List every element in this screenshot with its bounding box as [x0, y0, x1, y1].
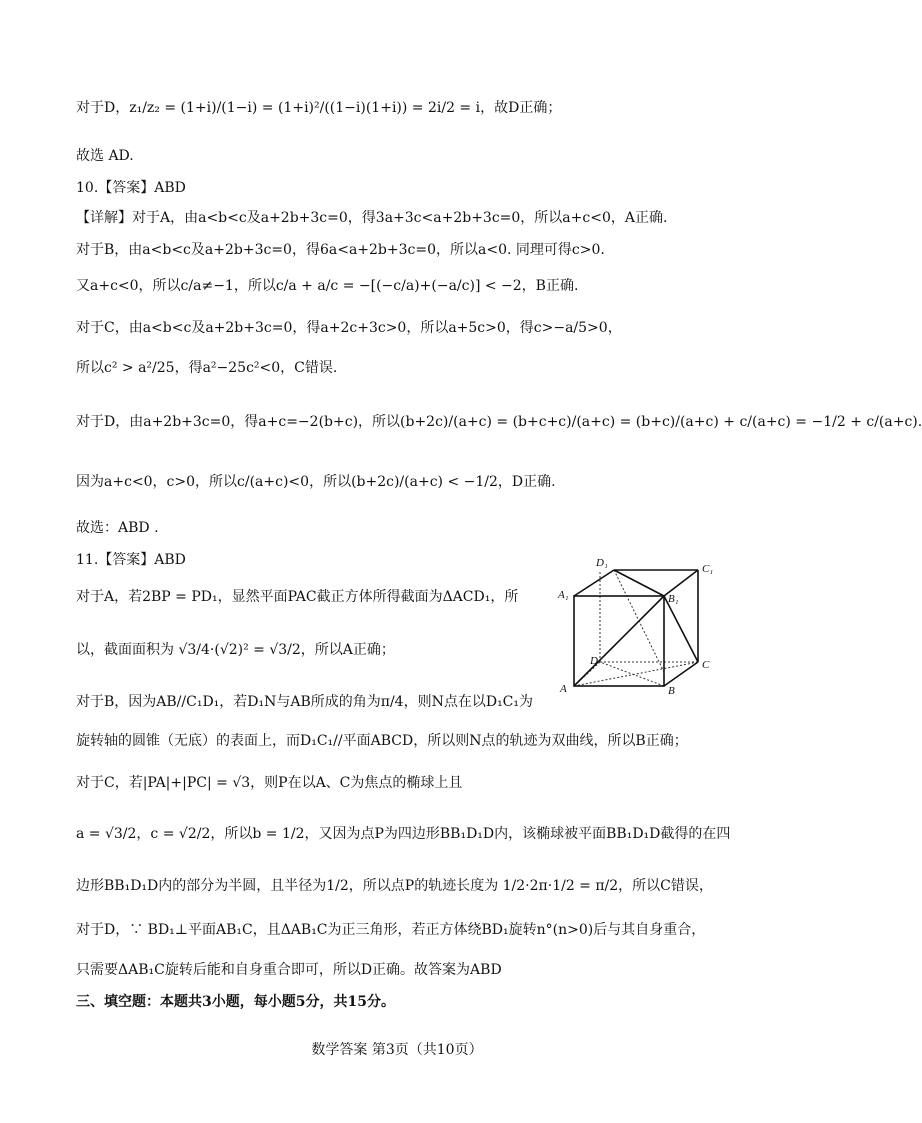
edge-a1d1 — [574, 570, 614, 596]
line-10a: 【详解】对于A，由a<b<c及a+2b+3c=0，得3a+3c<a+2b+3c=0，所以a+c<0，A正确. — [76, 210, 668, 226]
line-11d-cont: 只需要ΔAB₁C旋转后能和自身重合即可，所以D正确。故答案为ABD — [76, 962, 502, 978]
answer-10-heading: 10.【答案】ABD — [76, 180, 186, 196]
label-C: C — [702, 659, 710, 671]
line-10b: 对于B，由a<b<c及a+2b+3c=0，得6a<a+2b+3c=0，所以a<0. 同理可得c>0. — [76, 242, 605, 258]
label-D: D — [590, 655, 598, 667]
diag-d1b1 — [614, 570, 664, 596]
line-11c-cont: a = √3/2，c = √2/2，所以b = 1/2，又因为点P为四边形BB₁D₁D内，该椭球被平面BB₁D₁D截得的在四 — [76, 826, 731, 842]
line-11d: 对于D，∵ BD₁⊥平面AB₁C，且ΔAB₁C为正三角形，若正方体绕BD₁旋转n°(n>0)后与其自身重合， — [76, 922, 706, 938]
line-11b-cont: 旋转轴的圆锥（无底）的表面上，而D₁C₁//平面ABCD，所以则N点的轨迹为双曲线，所以B正确； — [76, 733, 688, 749]
page-footer: 数学答案 第3页（共10页） — [311, 1042, 483, 1058]
line-10b-cont: 又a+c<0，所以c/a≠−1，所以c/a + a/c = −[(−c/a)+(−a/c)] < −2，B正确. — [76, 278, 579, 294]
line-choose-ad: 故选 AD. — [76, 148, 134, 164]
line-11a-cont: 以，截面面积为 √3/4·(√2)² = √3/2，所以A正确； — [76, 642, 395, 658]
line-11b: 对于B，因为AB//C₁D₁，若D₁N与AB所成的角为π/4，则N点在以D₁C₁为 — [76, 694, 534, 710]
label-A1: A₁ — [558, 589, 569, 601]
line-11a: 对于A，若2BP = PD₁，显然平面PAC截正方体所得截面为ΔACD₁，所 — [76, 589, 519, 605]
cube-figure — [556, 552, 716, 700]
diag-ab1 — [574, 596, 664, 686]
label-D1: D₁ — [596, 557, 608, 569]
diag-b1c — [664, 596, 698, 662]
line-choose-abd: 故选：ABD . — [76, 520, 159, 536]
diag-bd — [600, 662, 664, 686]
line-10c: 对于C，由a<b<c及a+2b+3c=0，得a+2c+3c>0，所以a+5c>0，得c>−a/5>0， — [76, 320, 622, 336]
line-11c: 对于C，若|PA|+|PC| = √3，则P在以A、C为焦点的椭球上且 — [76, 775, 463, 791]
section-heading-fill-in: 三、填空题：本题共3小题，每小题5分，共15分。 — [76, 994, 395, 1010]
label-B: B — [668, 685, 675, 697]
line-9d-conclusion: 对于D，z₁/z₂ = (1+i)/(1−i) = (1+i)²/((1−i)(1+i)) = 2i/2 = i，故D正确； — [76, 100, 562, 116]
line-10c-cont: 所以c² > a²/25，得a²−25c²<0，C错误. — [76, 360, 338, 376]
line-10d-cont: 因为a+c<0，c>0，所以c/(a+c)<0，所以(b+2c)/(a+c) < −1/2，D正确. — [76, 474, 556, 490]
label-A: A — [560, 683, 567, 695]
label-B1: B₁ — [668, 593, 679, 605]
line-10d: 对于D，由a+2b+3c=0，得a+c=−2(b+c)，所以(b+2c)/(a+c) = (b+c+c)/(a+c) = (b+c)/(a+c) + c/(a+c) = −1/2 + c/(a+c). — [76, 414, 922, 430]
label-C1: C₁ — [702, 563, 714, 575]
line-11c-cont2: 边形BB₁D₁D内的部分为半圆，且半径为1/2，所以点P的轨迹长度为 1/2·2π·1/2 = π/2，所以C错误， — [76, 878, 713, 894]
answer-11-heading: 11.【答案】ABD — [76, 552, 186, 568]
